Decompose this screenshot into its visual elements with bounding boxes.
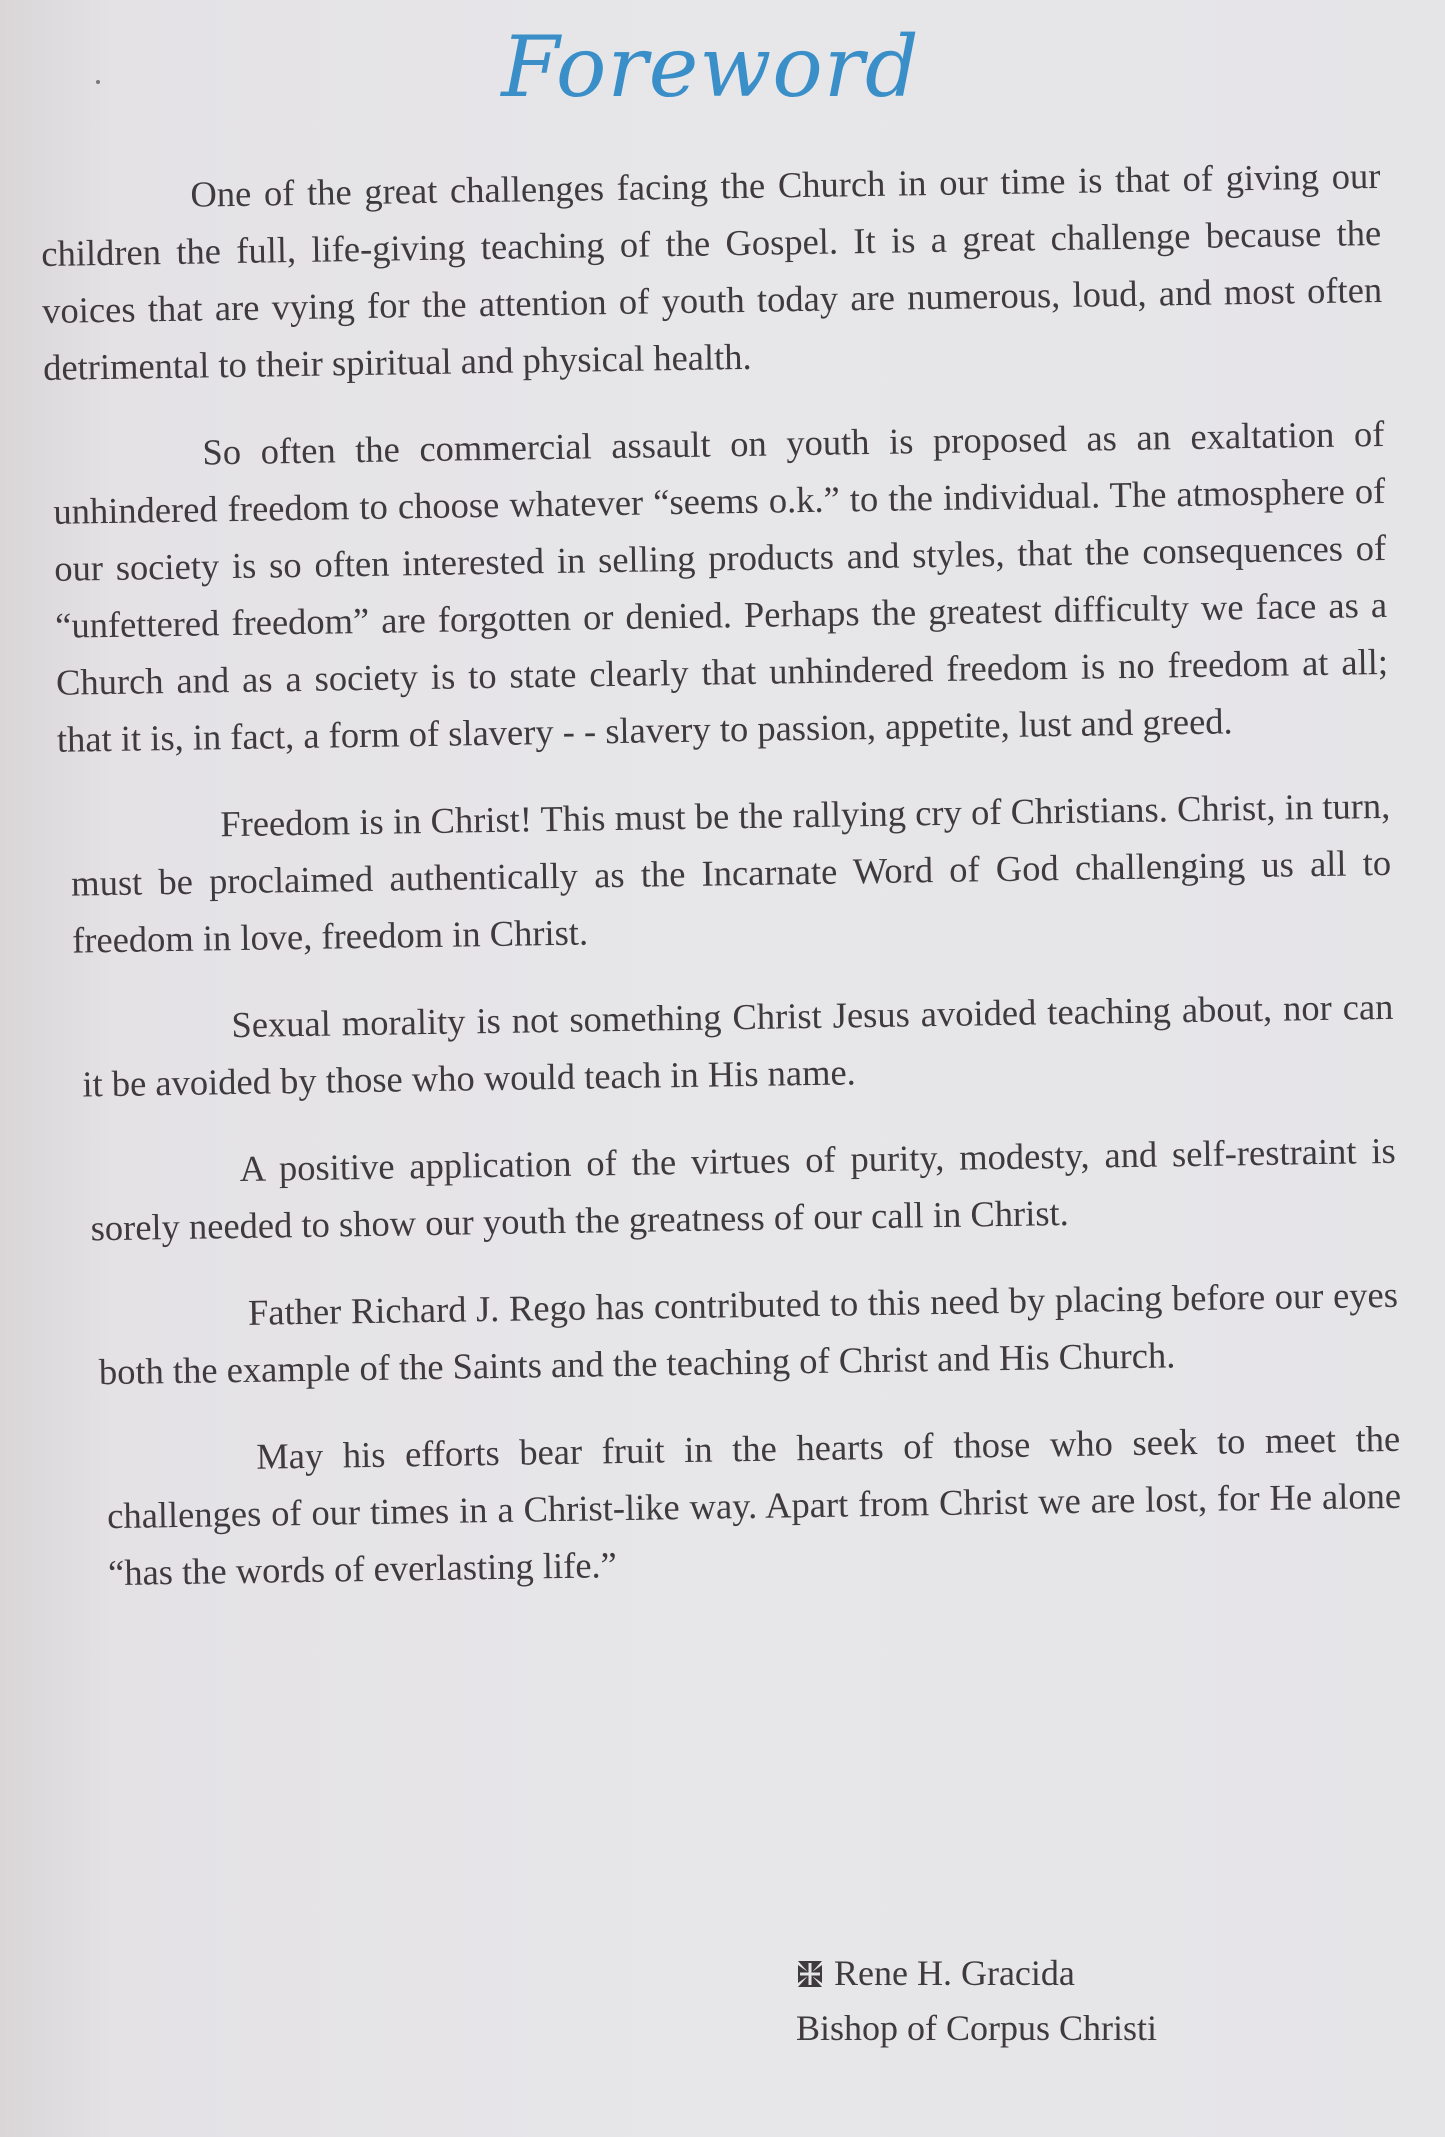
cross-pattee-icon (796, 1959, 824, 1989)
paragraph-7: May his efforts bear fruit in the hearts of those who seek to meet the challenges of our times in a Christ-like way. Apart from Christ we are lost, for He alone “has the words of everlasting life.” (106, 1417, 1402, 1594)
paragraph-2: So often the commercial assault on youth is proposed as an exaltation of unhindered freedom to choose whatever “seems o.k.” to the individual. The atmosphere of our society is so often interested in selling products and styles, that the consequences of “unfettered freedom” are forgotten or denied. Perhaps the greatest difficulty we face as a Church and as a society is to state clearly that unhindered freedom is no freedom at all; that it is, in fact, a form of slavery - - slavery to passion, appetite, lust and greed. (53, 412, 1389, 760)
paragraph-6: Father Richard J. Rego has contributed to this need by placing before our eyes both the example of the Saints and the teaching of Christ and His Church. (98, 1273, 1399, 1393)
paragraph-4: Sexual morality is not something Christ Jesus avoided teaching about, nor can it be avoided by those who would teach in His name. (82, 985, 1394, 1105)
paragraph-1: One of the great challenges facing the Church in our time is that of giving our children the full, life-giving teaching of the Gospel. It is a great challenge because the voices that are vying for the attention of youth today are numerous, loud, and most often detrimental to their spiritual and physical health. (41, 154, 1383, 388)
signature-name: Rene H. Gracida (834, 1953, 1075, 1993)
signature-block (796, 1946, 1157, 2056)
paragraph-5: A positive application of the virtues of purity, modesty, and self-restraint is sorely needed to show our youth the greatness of our call in Christ. (90, 1129, 1396, 1249)
page-title: Foreword (501, 18, 920, 116)
signature-title: Bishop of Corpus Christi (796, 2008, 1158, 2048)
paragraph-3: Freedom is in Christ! This must be the rallying cry of Christians. Christ, in turn, must be proclaimed authentically as the Incarnate Word of God challenging us all to freedom in love, freedom in Christ. (70, 784, 1392, 961)
signature-name-line (796, 1946, 1157, 2001)
foreword-body (40, 147, 1403, 1632)
